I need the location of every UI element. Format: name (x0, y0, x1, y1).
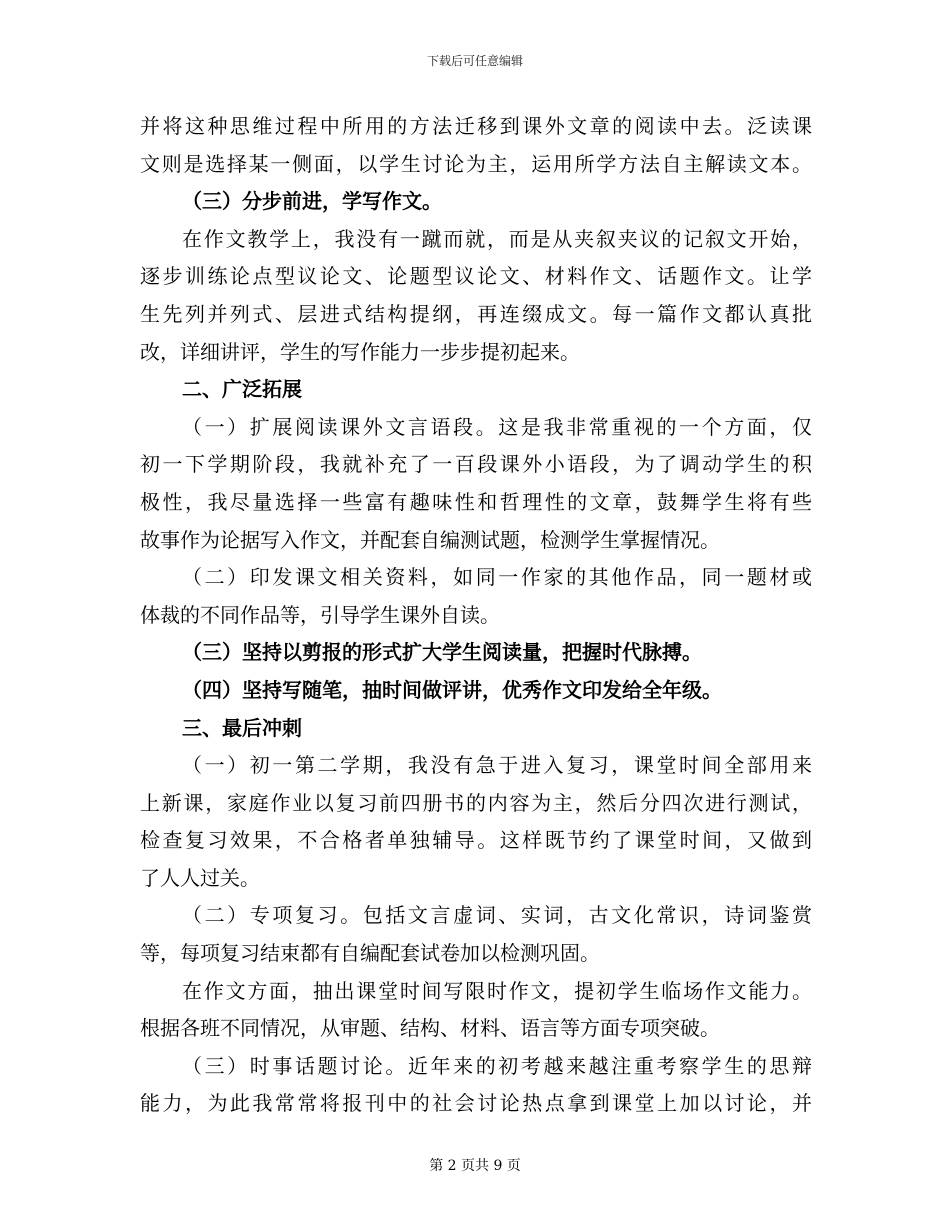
body-text-line: 改，详细讲评，学生的写作能力一步步提初起来。 (140, 339, 580, 364)
section-heading-line: 二、广泛拓展 (182, 377, 302, 402)
page-header-note: 下载后可任意编辑 (426, 54, 523, 68)
body-text-line: 检查复习效果，不合格者单独辅导。这样既节约了课堂时间，又做到 (140, 828, 812, 853)
document-body (140, 108, 812, 1123)
body-text-line: 了人人过关。 (140, 865, 260, 890)
body-text-line: 并将这种思维过程中所用的方法迁移到课外文章的阅读中去。泛读课 (140, 114, 812, 138)
body-text-line: 文则是选择某一侧面，以学生讨论为主，运用所学方法自主解读文本。 (140, 151, 812, 176)
body-text-line: 在作文教学上，我没有一蹴而就，而是从夹叙夹议的记叙文开始， (182, 226, 812, 251)
body-text-line: 故事作为论据写入作文，并配套自编测试题，检测学生掌握情况。 (140, 527, 720, 552)
body-text-line: 等，每项复习结束都有自编配套试卷加以检测巩固。 (140, 941, 600, 966)
body-text-line: 极性，我尽量选择一些富有趣味性和哲理性的文章，鼓舞学生将有些 (140, 489, 812, 514)
body-text-line: （二）专项复习。包括文言虚词、实词，古文化常识，诗词鉴赏 (182, 903, 812, 928)
body-text-line: 初一下学期阶段，我就补充了一百段课外小语段，为了调动学生的积 (140, 452, 812, 477)
section-heading-line: （四）坚持写随笔，抽时间做评讲，优秀作文印发给全年级。 (182, 677, 722, 702)
section-heading-line: 三、最后冲刺 (182, 715, 302, 740)
body-text-line: 能力，为此我常常将报刊中的社会讨论热点拿到课堂上加以讨论，并 (140, 1091, 812, 1116)
body-text-line: 逐步训练论点型议论文、论题型议论文、材料作文、话题作文。让学 (140, 264, 812, 289)
body-text-line: （一）扩展阅读课外文言语段。这是我非常重视的一个方面，仅 (182, 414, 812, 439)
body-text-line: 生先列并列式、层进式结构提纲，再连缀成文。每一篇作文都认真批 (140, 301, 812, 326)
section-heading-line: （三）坚持以剪报的形式扩大学生阅读量，把握时代脉搏。 (182, 640, 702, 665)
body-text-line: 根据各班不同情况，从审题、结构、材料、语言等方面专项突破。 (140, 1016, 720, 1041)
body-text-line: 在作文方面，抽出课堂时间写限时作文，提初学生临场作文能力。 (182, 978, 812, 1003)
body-text-line: 体裁的不同作品等，引导学生课外自读。 (140, 602, 500, 627)
body-text-line: （三）时事话题讨论。近年来的初考越来越注重考察学生的思辩 (182, 1053, 812, 1078)
page-number-footer: 第 2 页共 9 页 (429, 1158, 521, 1174)
section-heading-line: （三）分步前进，学写作文。 (182, 189, 442, 214)
body-text-line: （二）印发课文相关资料，如同一作家的其他作品，同一题材或 (182, 565, 812, 590)
body-text-line: （一）初一第二学期，我没有急于进入复习，课堂时间全部用来 (182, 753, 812, 778)
body-text-line: 上新课，家庭作业以复习前四册书的内容为主，然后分四次进行测试， (140, 790, 812, 815)
